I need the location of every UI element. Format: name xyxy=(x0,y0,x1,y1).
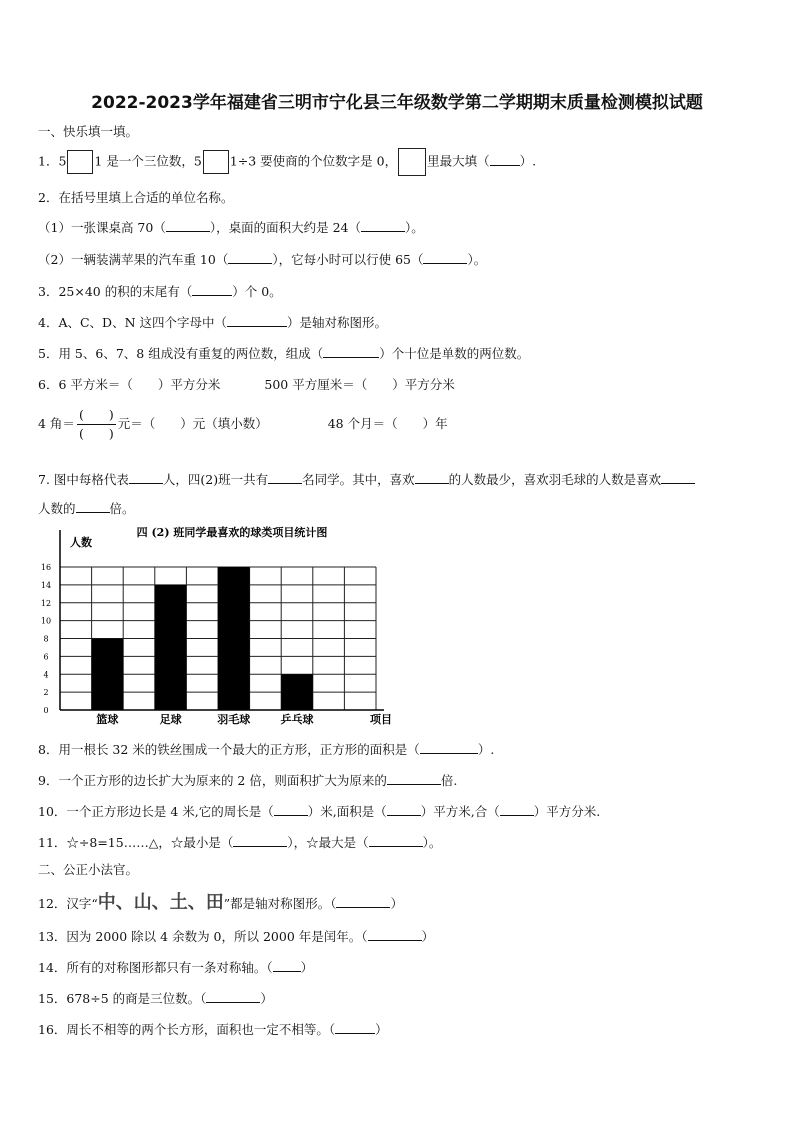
bar-4 xyxy=(281,674,313,710)
answer-blank[interactable] xyxy=(368,928,422,941)
x-tick-label: 篮球 xyxy=(96,713,119,726)
y-tick-label: 4 xyxy=(43,670,49,680)
question-2-1: （1）一张课桌高 70（ ），桌面的面积大约是 24（ ）。 xyxy=(38,220,424,235)
question-7: 7. 图中每格代表 人，四(2)班一共有 名同学。其中，喜欢 的人数最少，喜欢羽毛球的人数是喜欢 xyxy=(38,470,695,488)
y-axis-label: 人数 xyxy=(70,536,92,549)
answer-blank[interactable] xyxy=(490,153,520,166)
answer-blank[interactable] xyxy=(661,471,695,484)
answer-blank[interactable] xyxy=(387,772,441,785)
question-2-2: （2）一辆装满苹果的汽车重 10（ ），它每小时可以行使 65（ ）。 xyxy=(38,252,487,267)
question-5: 5．用 5、6、7、8 组成没有重复的两位数，组成（ ）个十位是单数的两位数。 xyxy=(38,346,530,361)
answer-blank[interactable] xyxy=(268,471,302,484)
x-axis-label: 项目 xyxy=(370,713,392,726)
question-14: 14．所有的对称图形都只有一条对称轴。（ ） xyxy=(38,960,314,975)
question-8: 8．用一根长 32 米的铁丝围成一个最大的正方形，正方形的面积是（ ）. xyxy=(38,742,495,757)
answer-blank[interactable] xyxy=(233,834,287,847)
x-tick-label: 足球 xyxy=(159,713,182,726)
bar-1 xyxy=(92,639,124,711)
answer-blank[interactable] xyxy=(423,251,467,264)
x-tick-label: 乒乓球 xyxy=(280,713,314,726)
fraction-answer[interactable]: $\frac{( )}{( )}$ xyxy=(78,407,114,441)
answer-blank[interactable] xyxy=(192,283,232,296)
bar-2 xyxy=(155,585,187,710)
y-tick-label: 0 xyxy=(43,706,49,715)
question-3: 3．25×40 的积的末尾有（ ）个 0。 xyxy=(38,284,282,299)
answer-blank[interactable] xyxy=(361,219,405,232)
question-6: 6．6 平方米＝（ ）平方分米 500 平方厘米＝（ ）平方分米 xyxy=(38,377,455,392)
answer-blank[interactable] xyxy=(273,959,301,972)
answer-blank[interactable] xyxy=(166,219,210,232)
y-tick-label: 16 xyxy=(40,563,52,572)
answer-box[interactable] xyxy=(203,150,229,174)
answer-blank[interactable] xyxy=(415,471,449,484)
answer-blank[interactable] xyxy=(335,1021,375,1034)
answer-box[interactable] xyxy=(67,150,93,174)
y-tick-label: 14 xyxy=(40,580,52,590)
answer-blank[interactable] xyxy=(76,500,110,513)
y-tick-label: 6 xyxy=(43,652,49,662)
question-11: 11．☆÷8=15……△，☆最小是（ ），☆最大是（ ）。 xyxy=(38,835,442,850)
answer-blank[interactable] xyxy=(323,345,379,358)
answer-blank[interactable] xyxy=(387,803,421,816)
answer-blank[interactable] xyxy=(206,990,260,1003)
question-2: 2．在括号里填上合适的单位名称。 xyxy=(38,190,234,205)
bar-3 xyxy=(218,567,250,710)
answer-box[interactable] xyxy=(398,148,426,176)
question-12: 12．汉字“中、山、土、田”都是轴对称图形。（ ） xyxy=(38,892,403,913)
x-tick-label: 羽毛球 xyxy=(217,713,251,726)
question-4: 4．A、C、D、N 这四个字母中（ ）是轴对称图形。 xyxy=(38,315,387,330)
chart-title: 四 (2) 班同学最喜欢的球类项目统计图 xyxy=(136,526,328,539)
question-9: 9．一个正方形的边长扩大为原来的 2 倍，则面积扩大为原来的 倍. xyxy=(38,773,458,788)
section-heading-1: 一、快乐填一填。 xyxy=(38,124,139,139)
question-1: 1．5 1 是一个三位数，5 1÷3 要使商的个位数字是 0， 里最大填（ ）. xyxy=(38,148,536,176)
question-10: 10．一个正方形边长是 4 米,它的周长是（ ）米,面积是（ ）平方米,合（ ）平方分米. xyxy=(38,804,601,819)
answer-blank[interactable] xyxy=(420,741,478,754)
y-tick-label: 2 xyxy=(43,688,49,698)
answer-blank[interactable] xyxy=(500,803,534,816)
answer-blank[interactable] xyxy=(228,251,272,264)
question-13: 13．因为 2000 除以 4 余数为 0，所以 2000 年是闰年。（ ） xyxy=(38,929,435,944)
page-title: 2022-2023学年福建省三明市宁化县三年级数学第二学期期末质量检测模拟试题 xyxy=(91,93,703,113)
section-heading-2: 二、公正小法官。 xyxy=(38,862,139,877)
bar-chart xyxy=(32,520,412,730)
question-7-continued: 人数的 倍。 xyxy=(38,501,135,516)
answer-blank[interactable] xyxy=(369,834,423,847)
question-16: 16．周长不相等的两个长方形，面积也一定不相等。（ ） xyxy=(38,1022,388,1037)
answer-blank[interactable] xyxy=(129,471,163,484)
hanzi-characters: 中、山、土、田 xyxy=(97,892,224,913)
answer-blank[interactable] xyxy=(274,803,308,816)
y-tick-label: 8 xyxy=(43,634,49,644)
answer-blank[interactable] xyxy=(336,895,390,908)
y-tick-label: 12 xyxy=(40,598,52,608)
answer-blank[interactable] xyxy=(227,314,287,327)
question-6-continued: 4 角＝ $\frac{( )}{( )}$ 元＝（ ）元（填小数） 48 个月＝（ ）年 xyxy=(38,407,448,441)
question-15: 15．678÷5 的商是三位数。（ ） xyxy=(38,991,273,1006)
y-tick-label: 10 xyxy=(40,616,52,626)
